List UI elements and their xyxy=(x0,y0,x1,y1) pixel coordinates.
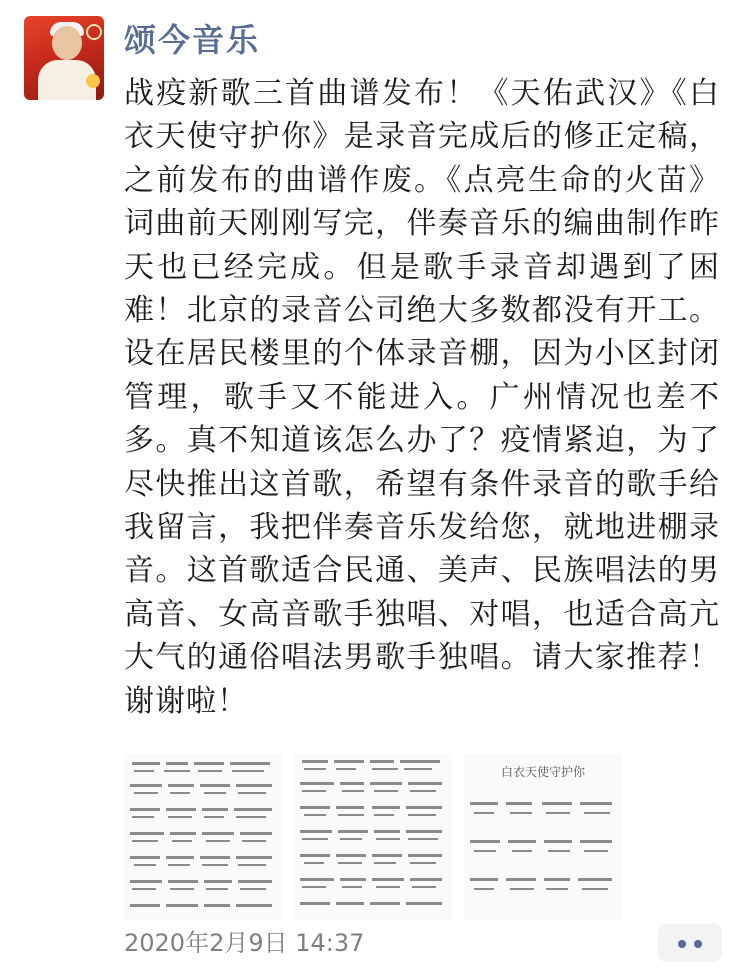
sheet-music-image-2[interactable] xyxy=(294,754,452,920)
sheet-music-icon xyxy=(294,754,452,920)
post-timestamp: 2020年2月9日 14:37 xyxy=(124,929,365,957)
image-grid xyxy=(124,754,624,920)
post-text: 战疫新歌三首曲谱发布！《天佑武汉》《白衣天使守护你》是录音完成后的修正定稿，之前发布的曲谱作废。《点亮生命的火苗》词曲前天刚刚写完，伴奏音乐的编曲制作昨天也已经完成。但是歌手录音却遇到了困难！北京的录音公司绝大多数都没有开工。设在居民楼里的个体录音棚，因为小区封闭管理，歌手又不能进入。广州情况也差不多。真不知道该怎么办了？疫情紧迫，为了尽快推出这首歌，希望有条件录音的歌手给我留言，我把伴奏音乐发给您，就地进棚录音。这首歌适合民通、美声、民族唱法的男高音、女高音歌手独唱、对唱，也适合高亢大气的通俗唱法男歌手独唱。请大家推荐！谢谢啦！ xyxy=(124,76,720,719)
sheet-music-icon xyxy=(464,754,622,920)
more-dots-icon xyxy=(678,940,686,948)
sheet-music-title: 白衣天使守护你 xyxy=(500,765,586,779)
sheet-music-image-1[interactable] xyxy=(124,754,282,920)
sheet-music-icon xyxy=(124,754,282,920)
sheet-music-image-3[interactable] xyxy=(464,754,622,920)
author-name[interactable]: 颂今音乐 xyxy=(124,21,261,59)
more-button[interactable] xyxy=(658,924,722,962)
avatar-seal-mark xyxy=(86,24,102,40)
more-dots-icon xyxy=(694,940,702,948)
avatar[interactable] xyxy=(24,16,104,100)
avatar-figure-face xyxy=(52,26,82,60)
avatar-light xyxy=(86,74,100,88)
